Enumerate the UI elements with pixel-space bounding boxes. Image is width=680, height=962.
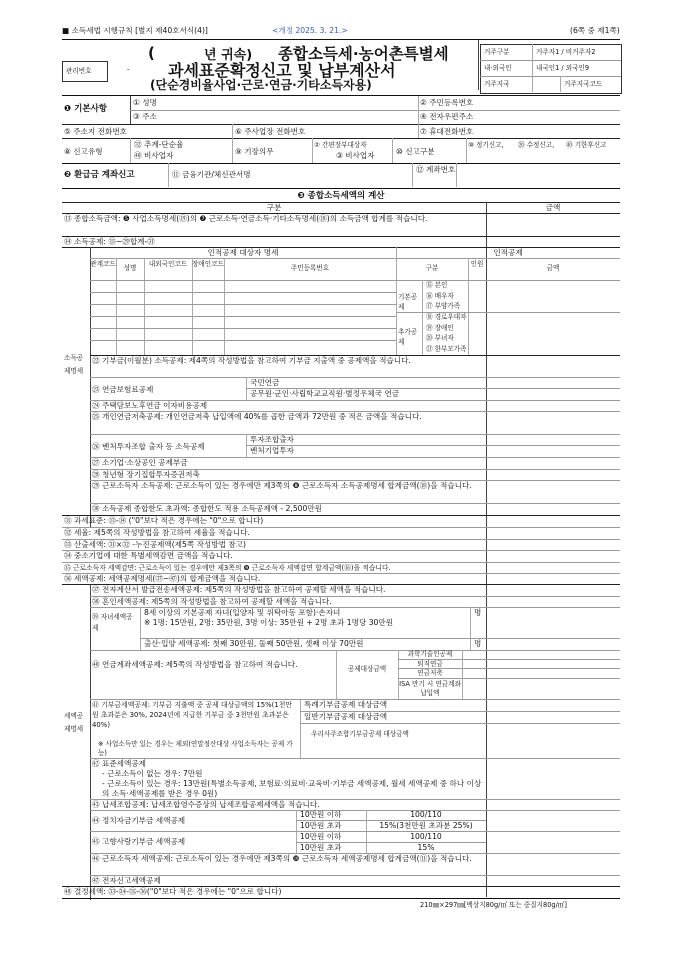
deduction-senior: ⑱ 경로우대자 xyxy=(426,313,467,321)
row37-e-invoice: ㊲ 전자계산서 발급전송세액공제: 제5쪽의 작성방법을 참고하여 공제할 세액을 적습니다. xyxy=(92,585,386,594)
mobile-phone-field[interactable]: ⑦ 휴대전화번호 xyxy=(420,127,474,136)
row45-over-label: 10만원 초과 xyxy=(300,843,342,852)
row24-mortgage-interest: ㉔ 주택담보노후연금 이자비용공제 xyxy=(92,401,208,410)
mgmt-no-label: 관리번호 xyxy=(66,67,92,75)
filing-type-option-nonbiz[interactable]: ㊵ 비사업자 xyxy=(134,151,174,160)
basic-deduction-label: 기본공제 xyxy=(398,293,418,311)
row28-youth-savings: ㉘ 청년형 장기집합투자증권저축 xyxy=(92,470,200,479)
title-line1: 종합소득세·농어촌특별세 xyxy=(278,45,449,63)
row41-donation-credit: ㊶ 기부금세액공제: 기부금 지출액 중 공제 대상금액의 15%(1천만원 초과분은 30%, 2024년에 지급한 기부금 중 3천만원 초과분은 40%) xyxy=(92,701,293,729)
deduction-woman: ⑳ 부녀자 xyxy=(426,334,454,342)
row42a-no-earned: - 근로소득이 없는 경우: 7만원 xyxy=(102,769,203,778)
bookkeeping-option-nonbiz[interactable]: ③ 비사업자 xyxy=(336,151,375,160)
row41-note: ※ 사업소득만 있는 경우는 제외(연말정산대상 사업소득자는 공제 가능) xyxy=(98,740,293,757)
row39-child-credit: ㊴ 자녀세액공제 xyxy=(92,613,133,632)
row22-donation-carryover: ㉒ 기부금(이월분) 소득공제: 제4쪽의 작성방법을 참고하여 기부금 지출액 중 공제액을 적습니다. xyxy=(92,356,411,365)
row36-tax-credit: ㊱ 세액공제: 세액공제명세(㊲~㊼)의 합계금액을 적습니다. xyxy=(64,574,261,583)
col-nationality-code: 내외국인코드 xyxy=(148,260,188,268)
business-phone-field[interactable]: ⑥ 주사업장 전화번호 xyxy=(235,127,306,136)
row45-rate-under: 100/110 xyxy=(410,832,442,841)
col-amount: 금액 xyxy=(546,264,560,272)
personal-table-title: 인적공제 대상자 명세 xyxy=(207,248,279,257)
residency-label: 거주구분 xyxy=(484,48,510,56)
personal-amount-title: 인적공제 xyxy=(493,248,523,257)
country-label: 거주지국 xyxy=(484,80,510,88)
col-count: 인원 xyxy=(470,260,484,268)
row41a-special: 특례기부금공제 대상금액 xyxy=(304,700,388,709)
section3-heading: ❸ 종합소득세액의 계산 xyxy=(297,191,385,201)
deduction-spouse: ⑯ 배우자 xyxy=(426,292,454,300)
col-disability-code: 장애인코드 xyxy=(192,260,224,268)
report-option-late[interactable]: ㊵ 기한후신고 xyxy=(566,141,607,149)
row39a-child-note: ※ 1명: 15만원, 2명: 35만원, 3명 이상: 35만원 + 2명 초과 1명당 30만원 xyxy=(144,618,394,627)
row45-under-label: 10만원 이하 xyxy=(300,832,342,841)
title-year-open: ( xyxy=(148,44,155,62)
address-field[interactable]: ③ 주소 xyxy=(133,112,157,121)
row39b-birth-adoption: 출산·입양 세액공제: 첫째 30만원, 둘째 50만원, 셋째 이상 70만원 xyxy=(144,639,364,648)
row46-earned-income-credit: ㊻ 근로소득자 세액공제: 근로소득이 있는 경우에만 제3쪽의 ❿ 근로소득자 세액공제명세 합계금액(⑪)을 적습니다. xyxy=(92,854,472,863)
row30-limit-excess: ㉚ 소득공제 종합한도 초과액: 종합한도 적용 소득공제액 - 2,500만원 xyxy=(92,504,322,513)
row35-earned-income-reduction: ㉟ 근로소득자 세액감면: 근로소득이 있는 경우에만 제3쪽의 ❾ 근로소득자 세액감면 합계금액(⑯)을 적습니다. xyxy=(64,564,391,572)
row29-earned-income-deduction: ㉙ 근로소득자 소득공제: 근로소득이 있는 경우에만 제3쪽의 ❽ 근로소득자 소득공제명세 합계금액(⑱)을 적습니다. xyxy=(92,481,472,490)
row23-pension-insurance: ㉓ 연금보험료공제 xyxy=(92,385,154,394)
title-year-suffix: 년 귀속) xyxy=(204,48,253,63)
section1-heading: ❶ 기본사항 xyxy=(64,104,108,114)
row23-national-pension: 국민연금 xyxy=(250,378,280,387)
title-line2: 과세표준확정신고 및 납부계산서 xyxy=(168,61,396,80)
row26-venture-company: 벤처기업투자 xyxy=(250,446,295,455)
row45-rate-over: 15% xyxy=(417,843,435,852)
row27-small-business: ㉗ 소기업·소상공인 공제부금 xyxy=(92,458,188,467)
email-field[interactable]: ④ 전자우편주소 xyxy=(420,112,474,121)
row33-computed-tax: ㉝ 산출세액: ㉛×㉜ -누진공제액(제5쪽 작성방법 참고) xyxy=(64,540,246,549)
home-phone-field[interactable]: ⑤ 주소지 전화번호 xyxy=(64,127,127,136)
row44-rate-over: 15%(3천만원 초과분 25%) xyxy=(379,821,473,830)
bookkeeping-option-simple[interactable]: ② 간편장부대상자 xyxy=(314,141,367,149)
row40-pension-account: ㊵ 연금계좌세액공제: 제5쪽의 작성방법을 참고하여 적습니다. xyxy=(92,660,298,669)
bookkeeping-label: ⑨ 기장의무 xyxy=(235,147,274,156)
row39a-unit: 명 xyxy=(474,608,482,617)
row31-tax-base: ㉛ 과세표준: ⑬-⑭ ("0"보다 적은 경우에는 "0"으로 합니다) xyxy=(64,516,264,525)
row39b-unit: 명 xyxy=(474,639,482,648)
row23-public-pension: 공무원·군인·사립학교교직원·별정우체국 연금 xyxy=(250,389,400,398)
row38-marriage: ㊳ 혼인세액공제: 제5쪽의 작성방법을 참고하여 공제할 세액을 적습니다. xyxy=(92,597,332,606)
nationality-value[interactable]: 내국인1 / 외국인9 xyxy=(536,64,590,72)
revision-date: <개정 2025. 3. 21.> xyxy=(272,26,348,35)
row41c-esop: 우리사주조합기부금공제 대상금액 xyxy=(311,730,409,738)
country-code-label: 거주지국코드 xyxy=(564,80,603,88)
row25-personal-pension: ㉕ 개인연금저축공제: 개인연금저축 납입액에 40%를 곱한 금액과 72만원 중 적은 금액을 적습니다. xyxy=(92,412,422,421)
row26-fund-investment: 투자조합출자 xyxy=(250,435,295,444)
filing-type-option-estimate[interactable]: ㉜ 추계-단순율 xyxy=(134,140,184,149)
row40d-isa: ISA 만기 시 연금계좌납입액 xyxy=(399,680,461,697)
nationality-label: 내·외국인 xyxy=(484,64,512,72)
page-indicator: (6쪽 중 제1쪽) xyxy=(570,26,620,35)
row40c-savings: 연금저축 xyxy=(417,669,443,677)
filing-type-label: ⑧ 신고유형 xyxy=(64,147,103,156)
col-resident-number: 주민등록번호 xyxy=(290,264,330,272)
row14-income-deduction: ⑭ 소득공제: ⑮~㉙합계-㉛ xyxy=(64,237,155,246)
row40b-retirement: 퇴직연금 xyxy=(417,660,443,668)
row41b-general: 일반기부금공제 대상금액 xyxy=(304,712,388,721)
deduction-dependents: ⑰ 부양가족 xyxy=(426,302,461,310)
row44-political-donation: ㊹ 정치자금기부금 세액공제 xyxy=(92,816,186,825)
name-field[interactable]: ① 성명 xyxy=(133,98,157,107)
resident-number-field[interactable]: ② 주민등록번호 xyxy=(420,98,474,107)
row26-venture-investment: ㉖ 벤처투자조합 출자 등 소득공제 xyxy=(92,442,205,451)
report-option-amended[interactable]: ⑳ 수정신고, xyxy=(518,141,555,149)
row44-under-label: 10만원 이하 xyxy=(300,810,342,819)
mgmt-no-value: - xyxy=(127,66,130,74)
law-reference: ■ 소득세법 시행규칙 [별지 제40호서식(4)] xyxy=(62,26,208,35)
row39a-child-age8: 8세 이상의 기본공제 자녀(입양자 및 위탁아동 포함)·손자녀 xyxy=(144,608,341,617)
row45-hometown-donation: ㊺ 고향사랑기부금 세액공제 xyxy=(92,837,186,846)
paper-spec-footer: 210㎜×297㎜[백상지80g/㎡ 또는 중질지80g/㎡] xyxy=(420,901,567,909)
title-line3: (단순경비율사업·근로·연금·기타소득자용) xyxy=(150,78,372,92)
row32-tax-rate: ㉜ 세율: 제5쪽의 작성방법을 참고하여 세율을 적습니다. xyxy=(64,528,250,537)
income-deduction-side-label: 소득공제명세 xyxy=(64,354,84,375)
row47-e-filing: ㊼ 전자신고세액공제 xyxy=(92,876,161,885)
row43-tax-union: ㊸ 납세조합공제: 납세조합영수증상의 납세조합공제세액을 적습니다. xyxy=(92,800,320,809)
col-name: 성명 xyxy=(123,264,137,272)
deduction-single-parent: ㉑ 한부모가족 xyxy=(426,345,467,353)
row34-sme-reduction: ㉞ 중소기업에 대한 특별세액감면 금액을 적습니다. xyxy=(64,551,233,560)
section2-heading: ❷ 환급금 계좌신고 xyxy=(64,170,135,180)
row44-over-label: 10만원 초과 xyxy=(300,821,342,830)
report-option-regular[interactable]: ⑩ 정기신고, xyxy=(468,141,504,149)
bank-name-field[interactable]: ⑪ 금융기관/체신관서명 xyxy=(172,170,251,179)
row48-determined-tax: ㊽ 결정세액: ㉝-㉞-㉟-㊱("0"보다 적은 경우에는 "0"으로 합니다) xyxy=(64,887,282,896)
row44-rate-under: 100/110 xyxy=(410,810,442,819)
extra-deduction-label: 추가공제 xyxy=(398,328,418,346)
col-relation-code: 관계코드 xyxy=(90,260,116,268)
account-number-field[interactable]: ⑫ 계좌번호 xyxy=(416,165,456,174)
deduction-disabled: ⑲ 장애인 xyxy=(426,324,454,332)
row42-standard-credit: ㊷ 표준세액공제 xyxy=(92,759,147,768)
row40a-science: 과학기술인공제 xyxy=(407,650,453,658)
col-amount-header: 금액 xyxy=(545,203,561,212)
report-type-label: ⑩ 신고구분 xyxy=(396,147,435,156)
row42b-with-earned: - 근로소득이 있는 경우: 13만원(특별소득공제, 보험료·의료비·교육비·기부금 세액공제, 월세 세액공제 중 하나 이상의 소득·세액공제를 받은 경우 0원) xyxy=(102,779,482,798)
deduction-self: ⑮ 본인 xyxy=(426,281,448,289)
row13-total-income: ⑬ 종합소득금액: ❺ 사업소득명세(⑲)의 ❼ 근로소득·연금소득·기타소득명세(⑱)의 소득금액 합계를 적습니다. xyxy=(64,214,428,223)
col-item-header: 구분 xyxy=(266,203,282,212)
col-category: 구분 xyxy=(425,264,439,272)
tax-credit-side-label: 세액공제명세 xyxy=(64,712,84,733)
residency-value[interactable]: 거주자1 / 비거주자2 xyxy=(536,48,596,56)
row40-target-label: 공제대상금액 xyxy=(347,665,387,673)
